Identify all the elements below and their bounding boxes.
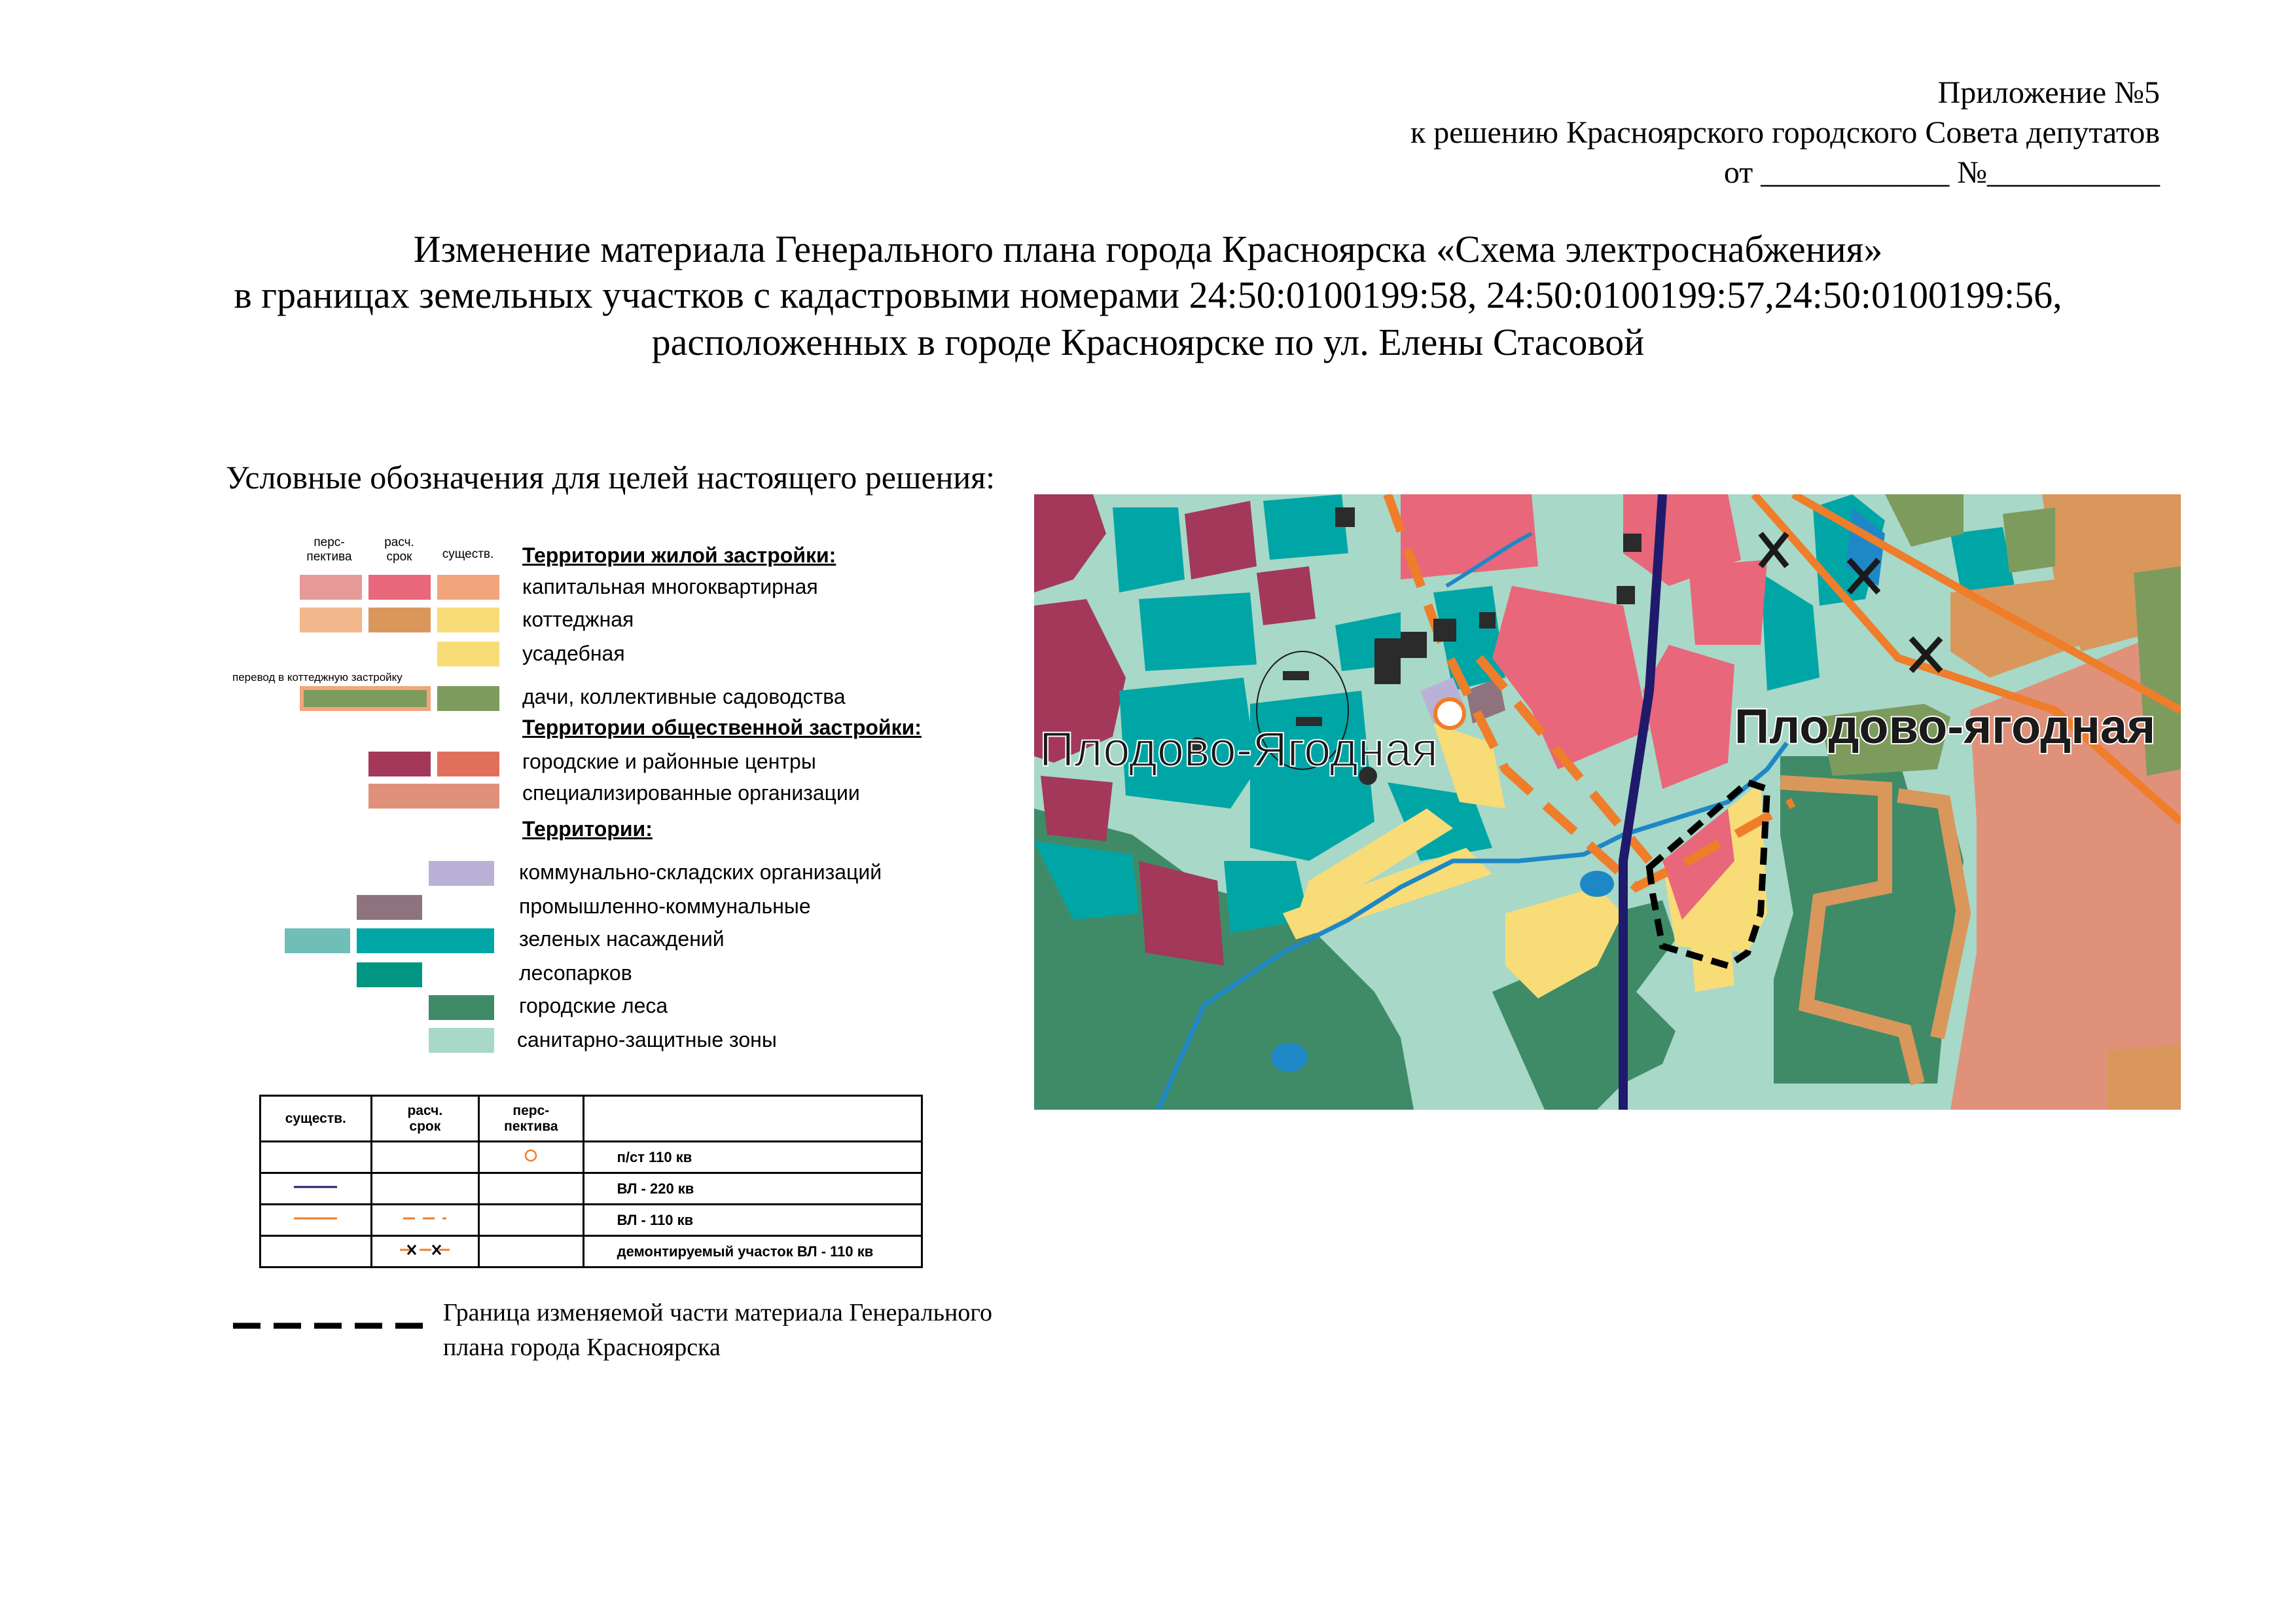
dacha-existing-swatch — [437, 686, 499, 711]
conversion-note: перевод в коттеджную застройку — [232, 671, 403, 684]
dacha-conversion-swatch — [300, 686, 431, 711]
legend-caption: Условные обозначения для целей настоящего решения: — [226, 459, 996, 496]
center-calc-swatch — [368, 752, 431, 776]
col-perspective: перс- пектива — [306, 536, 352, 564]
pond — [1580, 871, 1614, 897]
boundary-note-line-2: плана города Красноярска — [443, 1334, 721, 1361]
residential-block — [1401, 494, 1538, 579]
cottage-area — [2108, 1044, 2181, 1110]
vl110-calc-dashed-line-icon — [402, 1212, 448, 1225]
title-line-3: расположенных в городе Красноярске по ул. Елены Стасовой — [651, 321, 1645, 363]
table-row — [260, 1236, 922, 1267]
legend-item-forestpark: лесопарков — [519, 961, 632, 985]
residential-block — [1689, 560, 1767, 645]
forestpark-swatch — [357, 962, 422, 987]
public-heading: Территории общественной застройки: — [522, 716, 922, 739]
territories-heading: Территории: — [522, 817, 653, 841]
table-row — [260, 1205, 922, 1236]
col-existing: существ. — [442, 547, 494, 561]
legend-item-multi: капитальная многоквартирная — [522, 575, 818, 598]
residential-heading: Территории жилой застройки: — [522, 543, 836, 567]
legend — [0, 0, 982, 1623]
public-center-block — [1185, 501, 1257, 579]
green-block — [1113, 507, 1185, 593]
boundary-note-line-1: Граница изменяемой части материала Генерального — [443, 1299, 993, 1326]
legend-item-dacha: дачи, коллективные садоводства — [522, 685, 846, 708]
title-line-2: в границах земельных участков с кадастровыми номерами 24:50:0100199:58, 24:50:0100199:57,24:50:0100199:56, — [234, 274, 2062, 316]
industrial-swatch — [357, 895, 422, 920]
table-header-description — [583, 1096, 922, 1142]
multi-existing-swatch — [437, 575, 499, 600]
multi-calc-swatch — [368, 575, 431, 600]
map-label-left: Плодово-Ягодная — [1039, 722, 1438, 776]
specialized-swatch — [368, 784, 499, 809]
dismantled-line-icon — [399, 1240, 451, 1260]
legend-item-sanitary: санитарно-защитные зоны — [517, 1028, 777, 1051]
table-header-perspective: перс- пектива — [479, 1096, 584, 1142]
green-block — [1139, 593, 1257, 671]
homestead-existing-swatch — [437, 642, 499, 666]
legend-item-homestead: усадебная — [522, 642, 625, 665]
public-center-block — [1257, 566, 1316, 625]
pond — [1271, 1043, 1308, 1072]
legend-item-communal: коммунально-складских организаций — [519, 860, 882, 884]
dacha-area — [2003, 507, 2055, 573]
legend-item-centers: городские и районные центры — [522, 750, 816, 773]
vl220-existing-line-icon — [293, 1180, 338, 1194]
communal-swatch — [429, 861, 494, 886]
center-existing-swatch — [437, 752, 499, 776]
green-existing-swatch — [357, 928, 494, 953]
boundary-dashed-line-icon — [233, 1319, 429, 1332]
cottage-calc-swatch — [368, 608, 431, 632]
title-line-1: Изменение материала Генерального плана города Красноярска «Схема электроснабжения» — [413, 228, 1883, 270]
vl110-existing-line-icon — [293, 1212, 338, 1225]
table-row — [260, 1142, 922, 1173]
sanitary-swatch — [429, 1028, 494, 1053]
multi-perspective-swatch — [300, 575, 362, 600]
power-lines-table — [259, 1095, 923, 1268]
col-calc-term: расч. срок — [384, 536, 414, 564]
green-perspective-swatch — [285, 928, 350, 953]
row-vl220-label: ВЛ - 220 кв — [583, 1173, 922, 1205]
legend-item-cottage: коттеджная — [522, 608, 634, 631]
row-vl110-label: ВЛ - 110 кв — [583, 1205, 922, 1236]
cottage-existing-swatch — [437, 608, 499, 632]
table-header-calc: расч. срок — [371, 1096, 479, 1142]
substation-marker — [1435, 699, 1464, 728]
row-dismantled-label: демонтируемый участок ВЛ - 110 кв — [583, 1236, 922, 1267]
decision-reference: к решению Красноярского городского Совета депутатов — [1410, 115, 2160, 150]
map-label-right: Плодово-ягодная — [1734, 699, 2156, 754]
table-row — [260, 1096, 922, 1142]
public-center-block — [1041, 776, 1113, 841]
date-number-line: от ____________ №___________ — [1723, 155, 2160, 190]
appendix-number: Приложение №5 — [1937, 75, 2160, 110]
substation-symbol-icon — [521, 1146, 541, 1165]
legend-item-specialized: специализированные организации — [522, 781, 860, 805]
power-supply-map — [1034, 494, 2181, 1110]
table-header-existing: существ. — [260, 1096, 372, 1142]
legend-item-green: зеленых насаждений — [519, 927, 725, 951]
cottage-perspective-swatch — [300, 608, 362, 632]
row-substation-label: п/ст 110 кв — [583, 1142, 922, 1173]
table-row — [260, 1173, 922, 1205]
legend-item-forest: городские леса — [519, 994, 668, 1017]
forest-swatch — [429, 995, 494, 1020]
legend-item-industrial: промышленно-коммунальные — [519, 894, 811, 918]
